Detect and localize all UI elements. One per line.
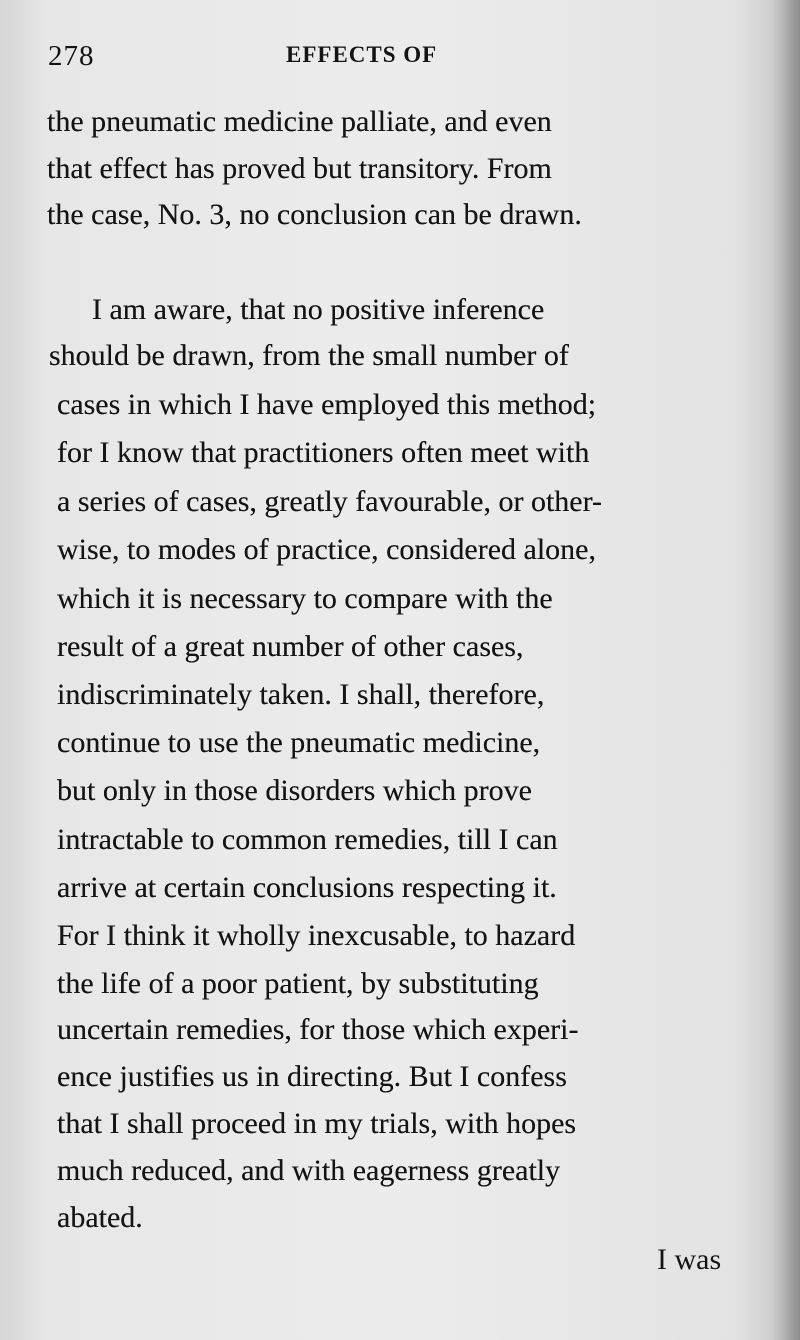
text-line: uncertain remedies, for those which experi-: [57, 1013, 579, 1046]
text-line: for I know that practitioners often meet with: [57, 436, 590, 469]
text-line: For I think it wholly inexcusable, to hazard: [57, 919, 576, 952]
page-edge-shadow: [772, 0, 800, 1340]
text-line: continue to use the pneumatic medicine,: [57, 726, 541, 759]
text-line: ence justifies us in directing. But I confess: [57, 1060, 567, 1093]
text-line: the life of a poor patient, by substituting: [57, 967, 539, 1000]
page-header: [48, 40, 722, 80]
text-line: but only in those disorders which prove: [57, 774, 532, 807]
text-line: the pneumatic medicine palliate, and even: [47, 105, 552, 138]
text-line: that I shall proceed in my trials, with hopes: [57, 1107, 577, 1140]
text-line: indiscriminately taken. I shall, therefore,: [57, 678, 545, 711]
text-line: a series of cases, greatly favourable, or other-: [57, 485, 602, 518]
text-line: wise, to modes of practice, considered alone,: [57, 533, 596, 566]
text-line: should be drawn, from the small number of: [49, 339, 569, 372]
text-line: the case, No. 3, no conclusion can be drawn.: [47, 198, 582, 231]
text-line: intractable to common remedies, till I can: [57, 823, 558, 856]
running-head: EFFECTS OF: [286, 42, 438, 67]
page-number: 278: [48, 40, 95, 72]
text-line: arrive at certain conclusions respecting it.: [57, 871, 557, 904]
text-line: which it is necessary to compare with the: [57, 582, 553, 615]
show-through-line: [170, 245, 780, 292]
text-line: I am aware, that no positive inference: [92, 293, 545, 326]
text-line: much reduced, and with eagerness greatly: [57, 1154, 561, 1187]
text-line: cases in which I have employed this method;: [57, 388, 597, 421]
text-line: abated.: [57, 1201, 143, 1234]
catchword: I was: [657, 1243, 722, 1276]
text-line: that effect has proved but transitory. From: [47, 152, 552, 185]
text-line: result of a great number of other cases,: [57, 630, 524, 663]
